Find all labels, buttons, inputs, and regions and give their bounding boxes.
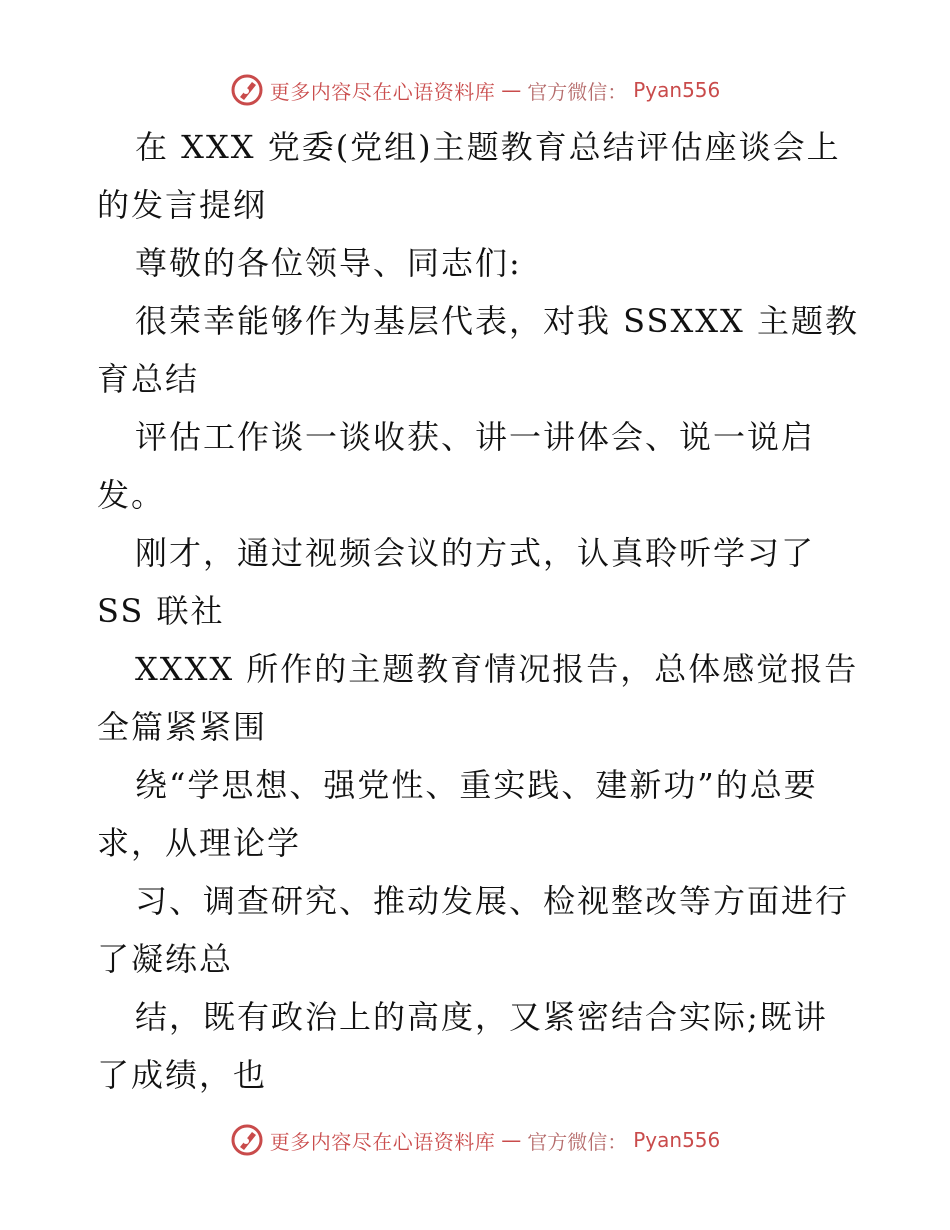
body-line: 求，从理论学 [97, 824, 302, 862]
pen-logo-icon [230, 73, 264, 107]
body-line: 绕“学思想、强党性、重实践、建新功”的总要 [135, 766, 818, 804]
body-line: 习、调查研究、推动发展、检视整改等方面进行 [135, 882, 850, 920]
body-line: 结，既有政治上的高度，又紧密结合实际;既讲 [135, 998, 828, 1036]
header-banner-wechat: Pyan556 [633, 78, 721, 102]
body-line: 尊敬的各位领导、同志们: [135, 244, 522, 282]
body-line: 了成绩，也 [97, 1056, 268, 1094]
body-line: 评估工作谈一谈收获、讲一讲体会、说一说启 [135, 418, 816, 456]
body-line: 很荣幸能够作为基层代表，对我 SSXXX 主题教 [135, 302, 859, 340]
body-line: SS 联社 [97, 592, 225, 630]
footer-banner-label: 官方微信： [527, 1129, 628, 1154]
body-line: 发。 [97, 476, 166, 514]
footer-banner-wechat: Pyan556 [633, 1128, 721, 1152]
header-banner-label: 官方微信： [527, 79, 628, 104]
footer-banner-text: 更多内容尽在心语资料库 [269, 1129, 496, 1154]
document-body [97, 118, 877, 1104]
header-banner-text: 更多内容尽在心语资料库 [269, 79, 496, 104]
header-banner [0, 70, 950, 110]
pen-logo-icon [230, 1123, 264, 1157]
body-line: 全篇紧紧围 [97, 708, 268, 746]
footer-banner-separator: — [501, 1128, 522, 1152]
body-line: 在 XXX 党委(党组)主题教育总结评估座谈会上 [135, 128, 841, 166]
body-line: 的发言提纲 [97, 186, 268, 224]
footer-banner [0, 1120, 950, 1160]
body-line: 育总结 [97, 360, 200, 398]
body-line: 了凝练总 [97, 940, 234, 978]
body-line: XXXX 所作的主题教育情况报告，总体感觉报告 [135, 650, 859, 688]
body-line: 刚才，通过视频会议的方式，认真聆听学习了 [135, 534, 816, 572]
header-banner-separator: — [501, 78, 522, 102]
